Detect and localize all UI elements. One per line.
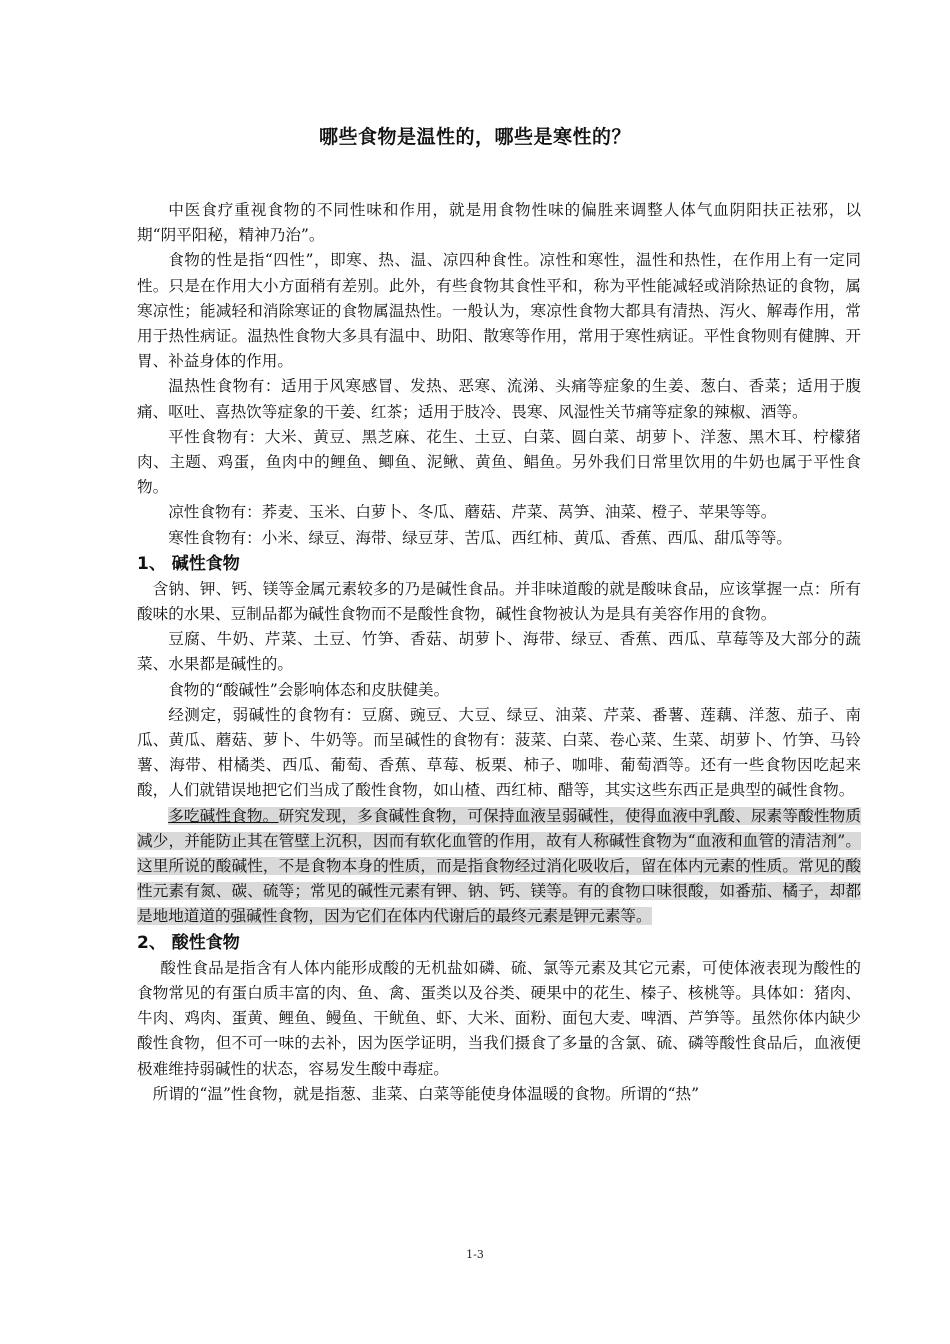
paragraph-acidic-definition: 酸性食品是指含有人体内能形成酸的无机盐如磷、硫、氯等元素及其它元素，可使体液表现为酸性的食物常见的有蛋白质丰富的肉、鱼、禽、蛋类以及谷类、硬果中的花生、榛子、核桃等。具体如：猪肉、牛肉、鸡肉、蛋黄、鲤鱼、鳗鱼、干鱿鱼、虾、大米、面粉、面包大麦、啤酒、芦笋等。虽然你体内缺少酸性食物，但不可一味的去补，因为医学证明，当我们摄食了多量的含氯、硫、磷等酸性食品后，血液便极难维持弱碱性的状态，容易发生酸中毒症。 [137,958,861,1078]
paragraph-neutral-foods: 平性食物有：大米、黄豆、黑芝麻、花生、土豆、白菜、圆白菜、胡萝卜、洋葱、黑木耳、柠檬猪肉、主题、鸡蛋，鱼肉中的鲤鱼、鲫鱼、泥鳅、黄鱼、鲳鱼。另外我们日常里饮用的牛奶也属于平性食物。 [137,427,861,497]
paragraph-intro: 中医食疗重视食物的不同性味和作用，就是用食物性味的偏胜来调整人体气血阴阳扶正祛邪，以期“阴平阳秘，精神乃治”。 [137,201,861,245]
paragraph-alkaline-list: 豆腐、牛奶、芹菜、土豆、竹笋、香菇、胡萝卜、海带、绿豆、香蕉、西瓜、草莓等及大部分的蔬菜、水果都是碱性的。 [137,630,861,674]
paragraph-highlighted-alkaline [137,804,861,930]
paragraph-acid-base-effect: 食物的“酸碱性”会影响体态和皮肤健美。 [168,680,450,699]
page-title: 哪些食物是温性的，哪些是寒性的？ [318,126,631,148]
paragraph-cold-foods: 寒性食物有：小米、绿豆、海带、绿豆芽、苦瓜、西红柿、黄瓜、香蕉、西瓜、甜瓜等等。 [168,528,792,547]
section-heading-alkaline: 1、 碱性食物 [137,553,240,574]
paragraph-four-natures: 食物的性是指“四性”，即寒、热、温、凉四种食性。凉性和寒性，温性和热性，在作用上有一定同性。只是在作用大小方面稍有差别。此外，有些食物其食性平和，称为平性能减轻或消除热证的食物，属寒凉性；能减轻和消除寒证的食物属温热性。一般认为，寒凉性食物大都具有清热、泻火、解毒作用，常用于热性病证。温热性食物大多具有温中、助阳、散寒等作用，常用于寒性病证。平性食物则有健脾、开胃、补益身体的作用。 [137,251,861,371]
section-heading-acidic: 2、 酸性食物 [137,932,240,953]
document-body [137,198,861,1107]
highlighted-text: 研究发现，多食碱性食物，可保持血液呈弱碱性，使得血液中乳酸、尿素等酸性物质减少，并能防止其在管壁上沉积，因而有软化血管的作用，故有人称碱性食物为“血液和血管的清洁剂”。这里所说的酸碱性，不是食物本身的性质，而是指食物经过消化吸收后，留在体内元素的性质。常见的酸性元素有氮、碳、硫等；常见的碱性元素有钾、钠、钙、镁等。有的食物口味很酸，如番茄、橘子，却都是地地道道的强碱性食物，因为它们在体内代谢后的最终元素是钾元素等。 [137,806,861,926]
page-number: 1-3 [466,1248,484,1261]
underlined-phrase: 多吃碱性食物。 [168,806,279,825]
paragraph-cool-foods: 凉性食物有：荞麦、玉米、白萝卜、冬瓜、蘑菇、芹菜、莴笋、油菜、橙子、苹果等等。 [168,503,777,522]
paragraph-weak-alkaline-foods: 经测定，弱碱性的食物有：豆腐、豌豆、大豆、绿豆、油菜、芹菜、番薯、莲藕、洋葱、茄子、南瓜、黄瓜、蘑菇、萝卜、牛奶等。而呈碱性的食物有：菠菜、白菜、卷心菜、生菜、胡萝卜、竹笋、马铃薯、海带、柑橘类、西瓜、葡萄、香蕉、草莓、板栗、柿子、咖啡、葡萄酒等。还有一些食物因吃起来酸，人们就错误地把它们当成了酸性食物，如山楂、西红柿、醋等，其实这些东西正是典型的碱性食物。 [137,705,861,800]
paragraph-alkaline-definition: 含钠、钾、钙、镁等金属元素较多的乃是碱性食品。并非味道酸的就是酸味食品，应该掌握一点：所有酸味的水果、豆制品都为碱性食物而不是酸性食物，碱性食物被认为是具有美容作用的食物。 [137,579,861,624]
paragraph-warm-definition: 所谓的“温”性食物，就是指葱、韭菜、白菜等能使身体温暖的食物。所谓的“热” [152,1084,700,1103]
paragraph-warm-foods: 温热性食物有：适用于风寒感冒、发热、恶寒、流涕、头痛等症象的生姜、葱白、香菜；适用于腹痛、呕吐、喜热饮等症象的干姜、红茶；适用于肢冷、畏寒、风湿性关节痛等症象的辣椒、酒等。 [137,377,861,421]
